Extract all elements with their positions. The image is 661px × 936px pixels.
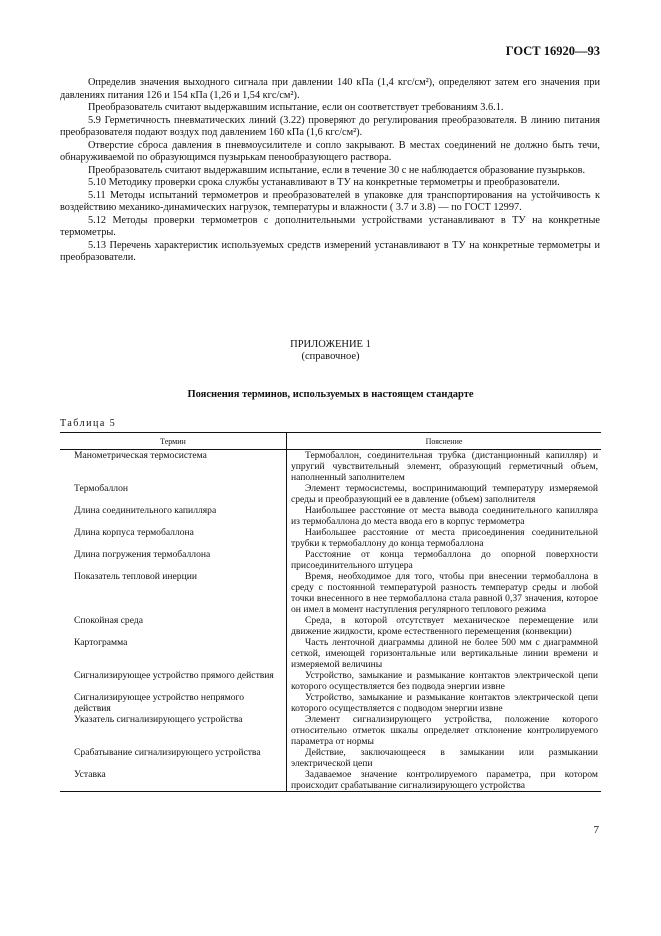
definition-cell: Часть ленточной диаграммы длиной не более 500 мм с диаграммной сеткой, имеющей горизонтальные или вертикальные линии времени и измеряемой величины [287, 637, 602, 670]
definition-cell: Элемент термосистемы, воспринимающий температуру измеряемой среды и преобразующий ее в давление (объем) заполнителя [287, 483, 602, 505]
definition-cell: Устройство, замыкание и размыкание контактов электрической цепи которого осуществляется с подводом энергии извне [287, 692, 602, 714]
term-cell: Манометрическая термосистема [74, 450, 207, 461]
definition-cell: Устройство, замыкание и размыкание контактов электрической цепи которого осуществляется без подвода энергии извне [287, 670, 602, 692]
term-cell: Сигнализирующее устройство непрямого действия [74, 692, 245, 714]
table-row [60, 692, 601, 714]
table-row [60, 505, 601, 527]
definition-cell: Задаваемое значение контролируемого параметра, при котором происходит срабатывание сигнализирующего устройства [287, 769, 602, 792]
term-cell: Картограмма [74, 637, 128, 648]
table-row [60, 637, 601, 670]
appendix-subtitle: (справочное) [301, 351, 360, 362]
table-row [60, 769, 601, 792]
table-row [60, 483, 601, 505]
definition-cell: Среда, в которой отсутствует механическое перемещение или движение жидкости, кроме естественного перемещения (конвекции) [287, 615, 602, 637]
definition-cell: Термобаллон, соединительная трубка (дистанционный капилляр) и упругий чувствительный элемент, образующий герметичный объем, наполненный заполнителем [287, 450, 602, 484]
term-cell: Спокойная среда [74, 615, 143, 626]
term-cell: Длина корпуса термобаллона [74, 527, 194, 538]
definition-cell: Наибольшее расстояние от места присоединения соединительной трубки к термобаллону до конца термобаллона [287, 527, 602, 549]
term-cell: Уставка [60, 769, 287, 792]
table-row [60, 714, 601, 747]
paragraph: Преобразователь считают выдержавшим испытание, если в течение 30 с не наблюдается образование пузырьков. [88, 164, 586, 176]
table-row [60, 571, 601, 615]
term-cell: Термобаллон [74, 483, 129, 494]
paragraph: Отверстие сброса давления в пневмоусилителе и сопло закрывают. В местах соединений не должно быть течи, обнаруживаемой по образующимся пузырькам пенообразующего раствора. [60, 139, 600, 163]
standard-header: ГОСТ 16920—93 [505, 44, 600, 58]
section-title: Пояснения терминов, используемых в настоящем стандарте [187, 389, 474, 400]
term-cell: Длина соединительного капилляра [74, 505, 217, 516]
term-cell: Сигнализирующее устройство прямого действия [74, 670, 274, 681]
column-header-term: Термин [60, 433, 287, 450]
table-row [60, 747, 601, 769]
paragraph: 5.10 Методику проверки срока службы устанавливают в ТУ на конкретные термометры и преобразователи. [88, 177, 560, 188]
body-text [60, 77, 600, 265]
definition-cell: Время, необходимое для того, чтобы при внесении термобаллона в среду с постоянной температурой разность температур среды и любой точки внесенного в нее термобаллона стала равной 0,37 значения, которое он имел в момент наступления регулярного теплового режима [287, 571, 602, 615]
column-header-definition: Пояснение [287, 433, 602, 450]
appendix-title: ПРИЛОЖЕНИЕ 1 [290, 339, 371, 350]
definition-cell: Расстояние от конца термобаллона до опорной поверхности присоединительного штуцера [287, 549, 602, 571]
table-label: Таблица 5 [60, 418, 117, 429]
term-cell: Показатель тепловой инерции [74, 571, 197, 582]
table-row [60, 670, 601, 692]
terms-table [60, 432, 601, 792]
definition-cell: Наибольшее расстояние от места вывода соединительного капилляра из термобаллона до места ввода его в корпус термометра [287, 505, 602, 527]
appendix-heading [0, 339, 661, 363]
term-cell: Срабатывание сигнализирующего устройства [74, 747, 261, 758]
paragraph: 5.11 Методы испытаний термометров и преобразователей в упаковке для транспортирования на устойчивость к воздействию механико-динамических нагрузок, температуры и влажности ( 3.7 и 3.8) — по ГОСТ 12997. [60, 189, 600, 213]
table-row [60, 527, 601, 549]
table-row [60, 549, 601, 571]
term-cell: Указатель сигнализирующего устройства [74, 714, 243, 725]
table-header-row [60, 433, 601, 450]
table-row [60, 615, 601, 637]
paragraph: 5.9 Герметичность пневматических линий (3.22) проверяют до регулирования преобразователя. В линию питания преобразователя подают воздух под давлением 160 кПа (1,6 кгс/см²). [60, 114, 600, 138]
definition-cell: Элемент сигнализирующего устройства, положение которого относительно отметок шкалы определяет отклонение контролируемого параметра от нормы [287, 714, 602, 747]
term-cell: Длина погружения термобаллона [74, 549, 211, 560]
paragraph: Определив значения выходного сигнала при давлении 140 кПа (1,4 кгс/см²), определяют затем его значения при давлениях питания 126 и 154 кПа (1,26 и 1,54 кгс/см²). [60, 77, 600, 101]
definition-cell: Действие, заключающееся в замыкании или размыкании электрической цепи [287, 747, 602, 769]
page-number: 7 [593, 824, 599, 836]
paragraph: 5.12 Методы проверки термометров с дополнительными устройствами устанавливают в ТУ на конкретные термометры. [60, 214, 600, 238]
paragraph: Преобразователь считают выдержавшим испытание, если он соответствует требованиям 3.6.1. [88, 102, 504, 113]
paragraph: 5.13 Перечень характеристик используемых средств измерений устанавливают в ТУ на конкретные термометры и преобразователи. [60, 239, 600, 263]
table-row [60, 450, 601, 484]
